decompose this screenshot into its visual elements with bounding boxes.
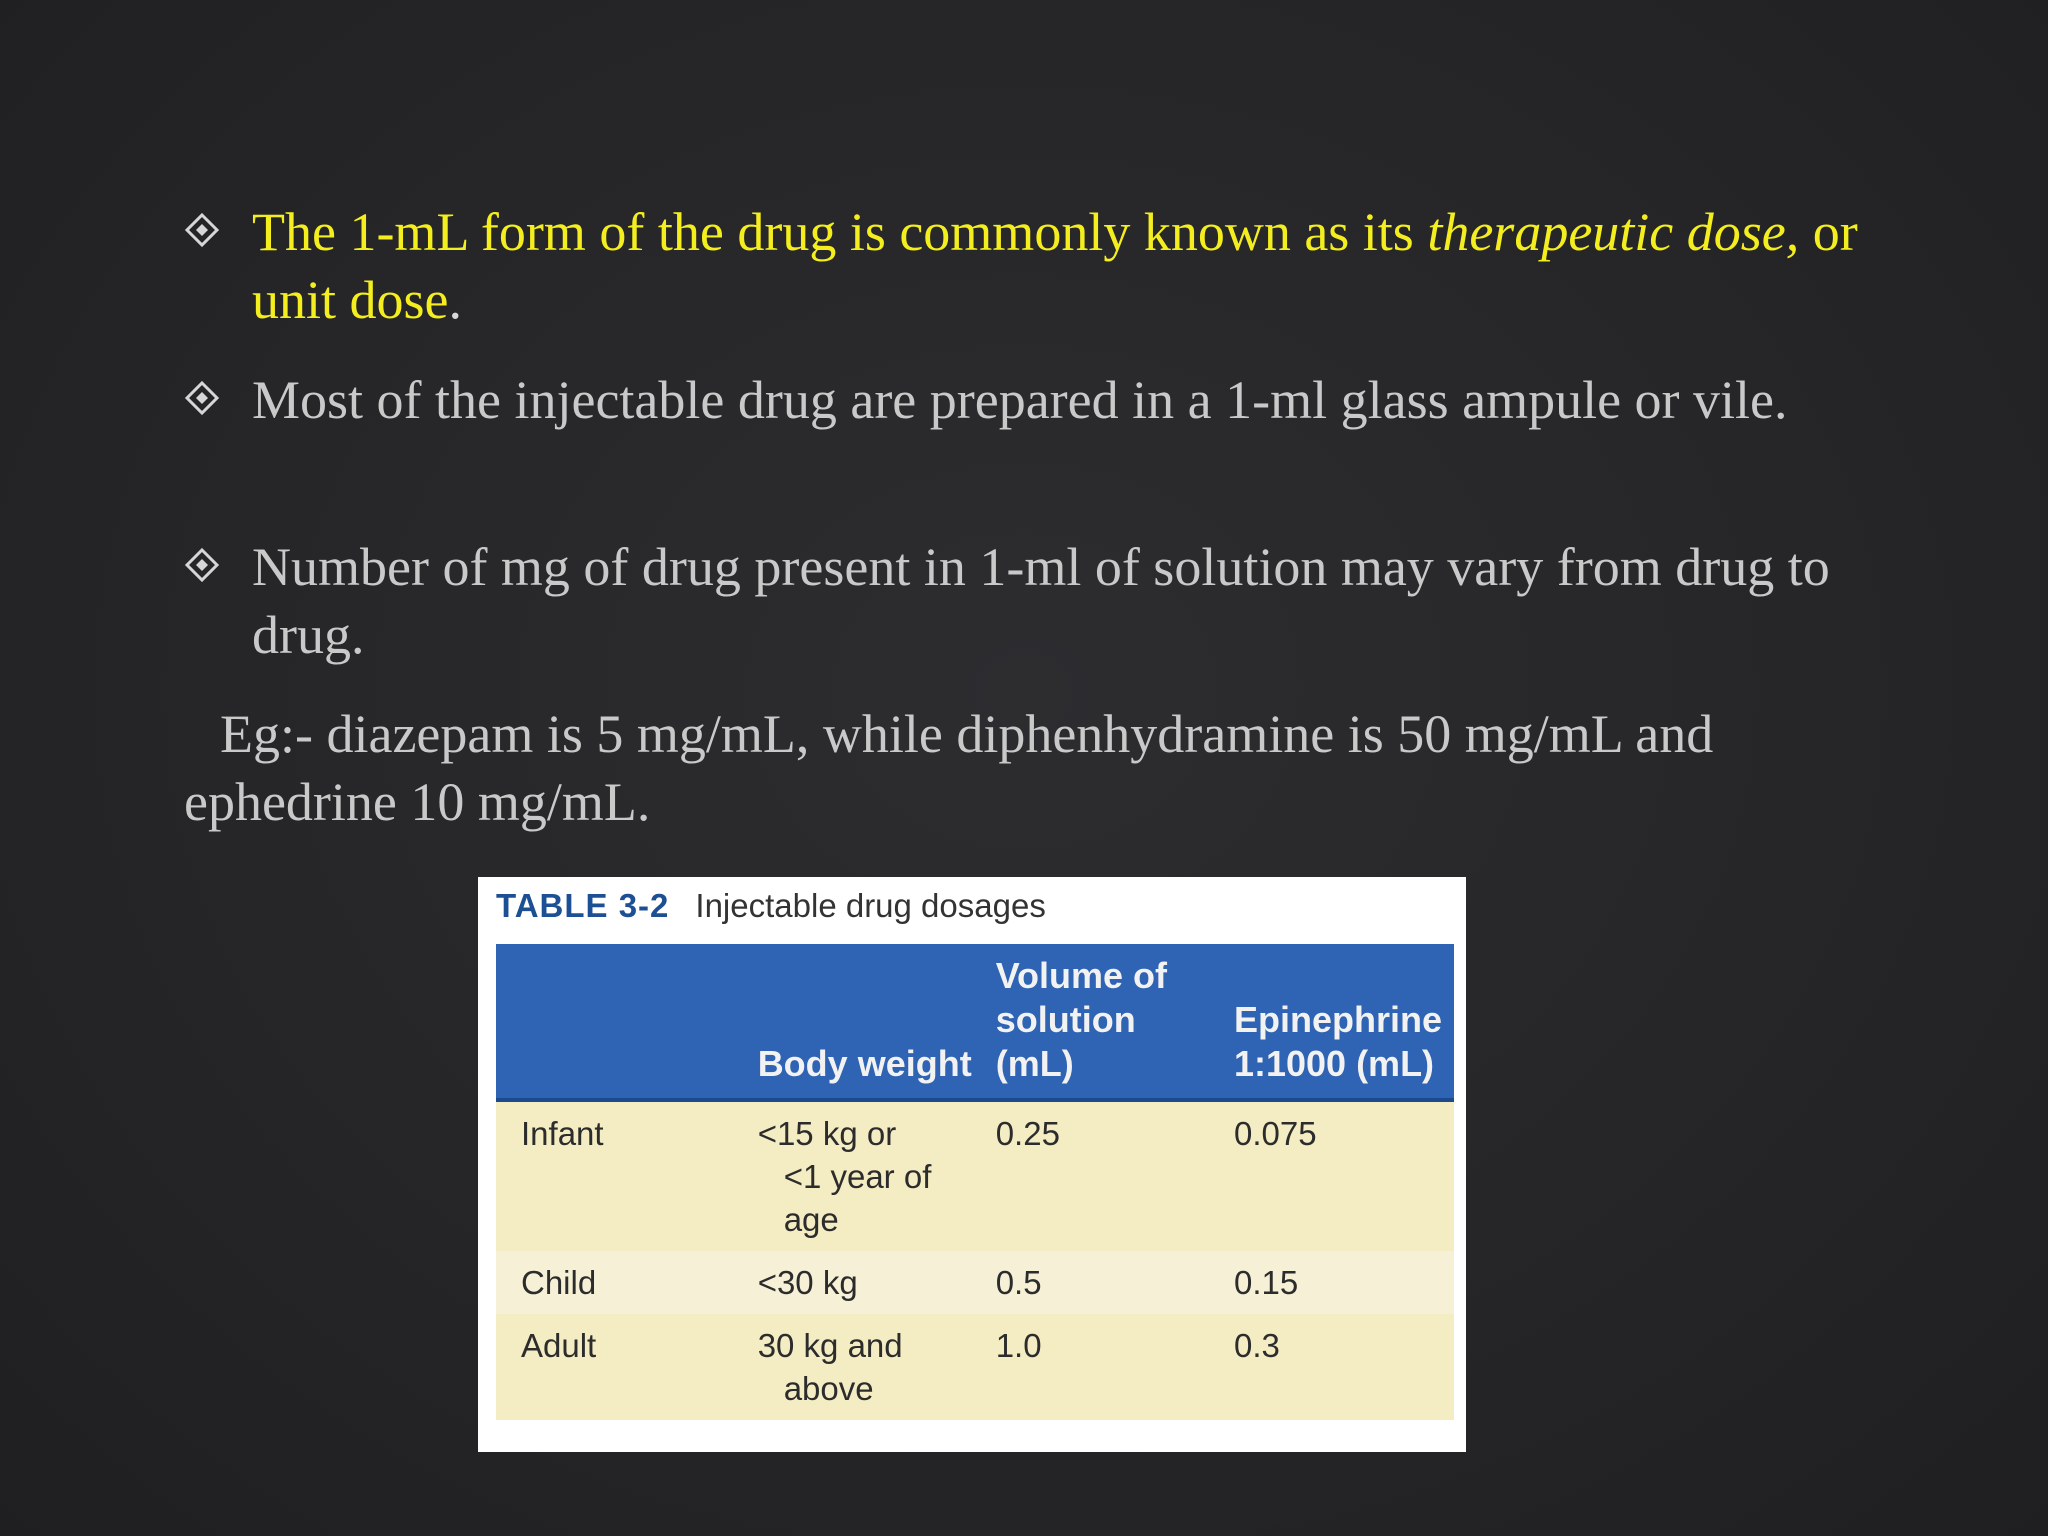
dosage-table-figure (478, 877, 1466, 1452)
table-row (496, 1251, 1454, 1314)
table-row (496, 1314, 1454, 1420)
header-cell-volume: Volume of solution (mL) (984, 944, 1222, 1100)
weight-line-continued: above (783, 1370, 874, 1407)
bullet-text: Number of mg of drug present in 1-ml of solution may vary from drug to drug. (252, 537, 1830, 665)
row-weight (746, 1251, 984, 1314)
weight-line-continued: <1 year of age (783, 1158, 932, 1238)
table-number: TABLE 3-2 (496, 887, 670, 924)
bullet-period: . (448, 270, 462, 330)
table-title: Injectable drug dosages (695, 887, 1046, 924)
bullet-lead: The 1-mL form of the drug is commonly known as its (252, 202, 1428, 262)
row-volume: 0.25 (984, 1100, 1222, 1251)
table-header-row (496, 944, 1454, 1100)
header-cell-epinephrine: Epinephrine 1:1000 (mL) (1222, 944, 1454, 1100)
bullet-italic-term: therapeutic dose, (1427, 202, 1800, 262)
row-label: Infant (496, 1100, 746, 1251)
row-volume: 0.5 (984, 1251, 1222, 1314)
diamond-bullet-icon (184, 380, 220, 416)
bullet-tail: or unit dose (252, 202, 1858, 330)
example-text: Eg:- diazepam is 5 mg/mL, while diphenhydramine is 50 mg/mL and ephedrine 10 mg/mL. (184, 704, 1714, 832)
weight-line: <30 kg (757, 1264, 858, 1301)
row-volume: 1.0 (984, 1314, 1222, 1420)
dosage-table (496, 944, 1454, 1420)
row-label: Child (496, 1251, 746, 1314)
diamond-bullet-icon (184, 212, 220, 248)
table-row (496, 1100, 1454, 1251)
row-weight (746, 1314, 984, 1420)
row-epinephrine: 0.075 (1222, 1100, 1454, 1251)
header-cell-body-weight: Body weight (746, 944, 984, 1100)
header-cell-empty (496, 944, 746, 1100)
row-weight (746, 1100, 984, 1251)
bullet-text: Most of the injectable drug are prepared in a 1-ml glass ampule or vile. (252, 370, 1788, 430)
row-epinephrine: 0.15 (1222, 1251, 1454, 1314)
row-label: Adult (496, 1314, 746, 1420)
diamond-bullet-icon (184, 547, 220, 583)
weight-line: <15 kg or (757, 1115, 897, 1152)
weight-line: 30 kg and (757, 1327, 903, 1364)
bullet-text (252, 198, 1862, 334)
row-epinephrine: 0.3 (1222, 1314, 1454, 1420)
table-caption (496, 887, 1046, 925)
